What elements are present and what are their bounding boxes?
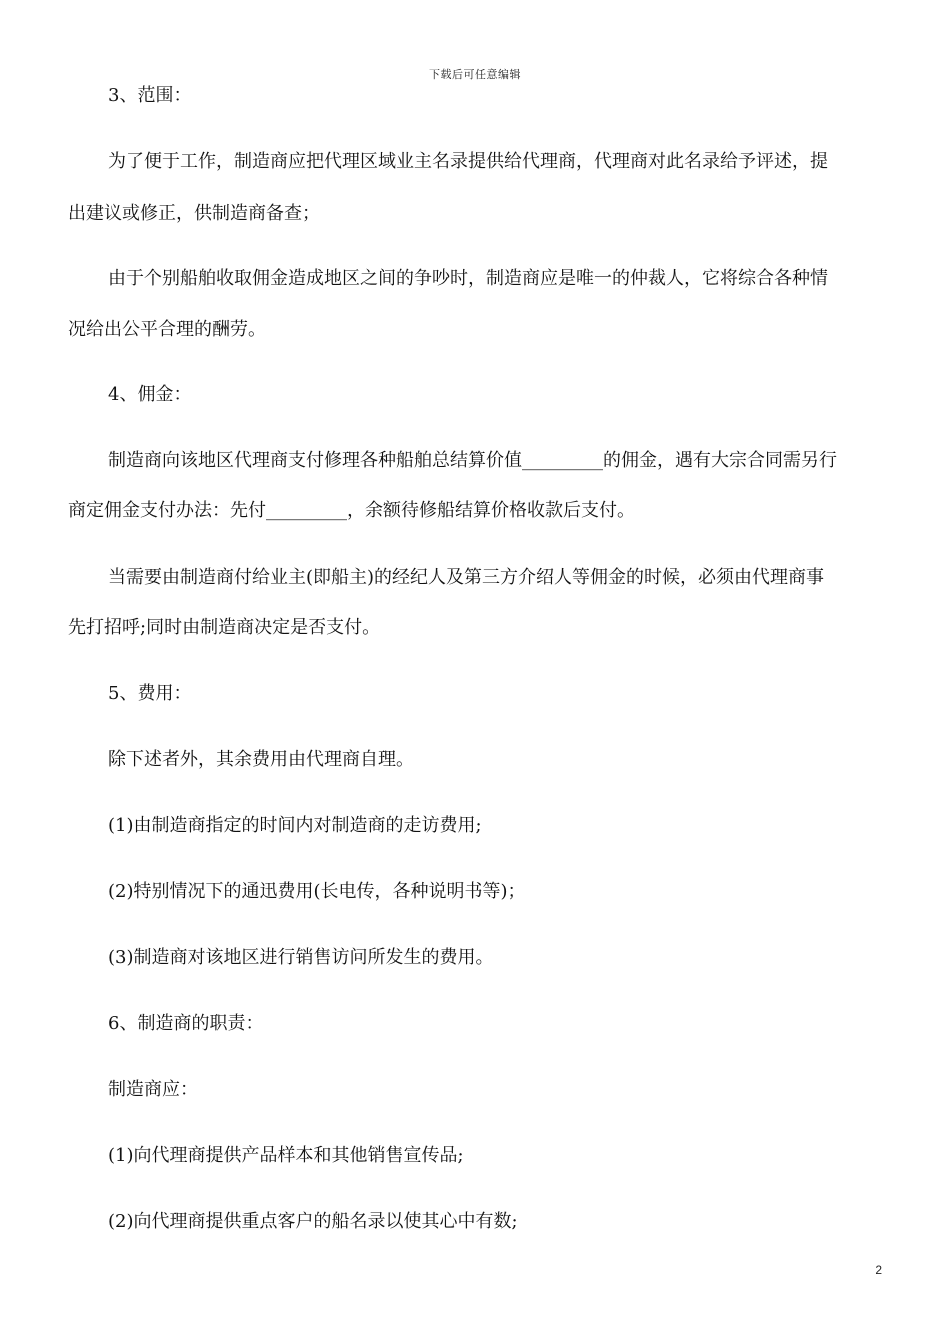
page-number: 2 [875,1263,882,1277]
section-heading-manufacturer-duties: 6、制造商的职责： [108,1013,264,1034]
paragraph-line: 当需要由制造商付给业主(即船主)的经纪人及第三方介绍人等佣金的时候，必须由代理商事 [108,567,825,588]
list-item: (2)向代理商提供重点客户的船名录以使其心中有数; [108,1211,518,1232]
section-heading-scope: 3、范围： [108,85,192,106]
paragraph-line: 况给出公平合理的酬劳。 [68,319,266,340]
paragraph-line: 出建议或修正，供制造商备查； [68,203,320,224]
list-item: (3)制造商对该地区进行销售访问所发生的费用。 [108,947,494,968]
paragraph-line: 制造商向该地区代理商支付修理各种船舶总结算价值_________的佣金，遇有大宗合同需另行 [108,450,837,471]
paragraph-line: 由于个别船舶收取佣金造成地区之间的争吵时，制造商应是唯一的仲裁人，它将综合各种情 [108,268,828,289]
list-item: (1)向代理商提供产品样本和其他销售宣传品; [108,1145,464,1166]
paragraph-line: 为了便于工作，制造商应把代理区域业主名录提供给代理商，代理商对此名录给予评述，提 [108,151,828,172]
paragraph-line: 商定佣金支付办法：先付_________，余额待修船结算价格收款后支付。 [68,500,635,521]
section-heading-expenses: 5、费用： [108,683,192,704]
section-heading-commission: 4、佣金： [108,384,192,405]
paragraph-line: 除下述者外，其余费用由代理商自理。 [108,749,414,770]
page-header: 下载后可任意编辑 [429,68,521,81]
list-item: (2)特别情况下的通迅费用(长电传，各种说明书等)； [108,881,526,902]
paragraph-line: 先打招呼;同时由制造商决定是否支付。 [68,617,381,638]
paragraph-line: 制造商应： [108,1079,198,1100]
list-item: (1)由制造商指定的时间内对制造商的走访费用; [108,815,482,836]
